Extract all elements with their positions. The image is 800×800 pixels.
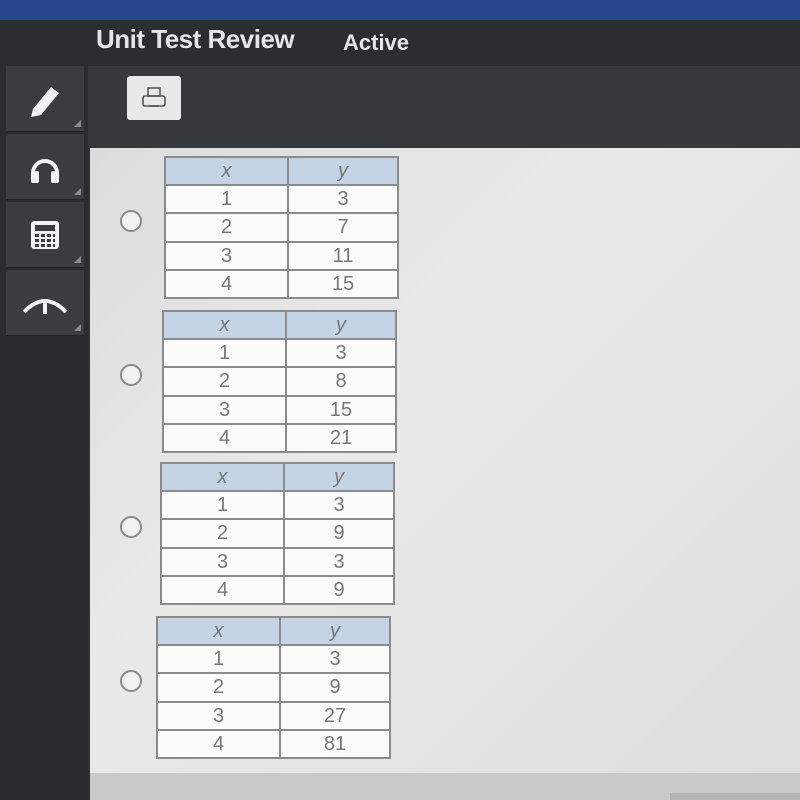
calculator-icon — [25, 215, 65, 255]
table-row — [163, 339, 396, 367]
table-row — [163, 424, 396, 452]
table-cell: 3 — [284, 548, 394, 576]
table-row — [165, 213, 398, 241]
table-row — [165, 242, 398, 270]
table-cell: 1 — [165, 185, 288, 213]
collapse-up-icon — [20, 288, 70, 318]
table-cell: 27 — [280, 702, 390, 730]
printer-icon — [140, 86, 168, 110]
table-row — [165, 185, 398, 213]
table-row — [161, 548, 394, 576]
column-header: y — [288, 157, 398, 185]
table-cell: 1 — [161, 491, 284, 519]
radio-button[interactable] — [120, 364, 142, 386]
pencil-tool-button[interactable] — [6, 66, 84, 132]
table-row — [157, 645, 390, 673]
table-cell: 2 — [157, 673, 280, 701]
table-cell: 3 — [161, 548, 284, 576]
table-cell: 15 — [286, 396, 396, 424]
table-row — [163, 367, 396, 395]
table-cell: 3 — [165, 242, 288, 270]
table-cell: 21 — [286, 424, 396, 452]
radio-button[interactable] — [120, 516, 142, 538]
bottom-bar — [90, 773, 800, 800]
answer-option[interactable] — [90, 454, 800, 602]
print-button[interactable] — [127, 76, 181, 120]
table-cell: 4 — [161, 576, 284, 604]
collapse-tool-button[interactable] — [6, 270, 84, 336]
question-panel — [90, 148, 800, 773]
table-row — [157, 673, 390, 701]
table-row — [157, 730, 390, 758]
table-cell: 2 — [161, 519, 284, 547]
table-cell: 3 — [163, 396, 286, 424]
column-header: y — [286, 311, 396, 339]
table-cell: 2 — [163, 367, 286, 395]
audio-tool-button[interactable] — [6, 134, 84, 200]
table-row — [165, 270, 398, 298]
xy-table — [156, 616, 391, 759]
table-cell: 2 — [165, 213, 288, 241]
column-header: y — [280, 617, 390, 645]
column-header: x — [163, 311, 286, 339]
table-cell: 3 — [286, 339, 396, 367]
answer-option[interactable] — [90, 302, 800, 450]
table-row — [161, 576, 394, 604]
table-header-row — [163, 311, 396, 339]
calculator-tool-button[interactable] — [6, 202, 84, 268]
radio-button[interactable] — [120, 210, 142, 232]
table-cell: 9 — [284, 519, 394, 547]
pencil-icon — [25, 79, 65, 119]
table-row — [161, 519, 394, 547]
table-header-row — [165, 157, 398, 185]
table-cell: 9 — [284, 576, 394, 604]
xy-table — [164, 156, 399, 299]
xy-table — [160, 462, 395, 605]
table-cell: 1 — [157, 645, 280, 673]
table-cell: 8 — [286, 367, 396, 395]
table-cell: 4 — [163, 424, 286, 452]
table-cell: 81 — [280, 730, 390, 758]
column-header: x — [161, 463, 284, 491]
status-label: Active — [343, 30, 410, 55]
column-header: y — [284, 463, 394, 491]
table-row — [163, 396, 396, 424]
table-cell: 15 — [288, 270, 398, 298]
table-cell: 9 — [280, 673, 390, 701]
table-row — [157, 702, 390, 730]
headphones-icon — [25, 147, 65, 187]
table-header-row — [161, 463, 394, 491]
table-cell: 3 — [288, 185, 398, 213]
table-cell: 3 — [280, 645, 390, 673]
table-cell: 7 — [288, 213, 398, 241]
radio-button[interactable] — [120, 670, 142, 692]
table-cell: 4 — [165, 270, 288, 298]
table-cell: 3 — [157, 702, 280, 730]
toolbar — [88, 66, 800, 148]
column-header: x — [157, 617, 280, 645]
xy-table — [162, 310, 397, 453]
table-header-row — [157, 617, 390, 645]
table-cell: 1 — [163, 339, 286, 367]
browser-top-strip — [0, 0, 800, 20]
table-row — [161, 491, 394, 519]
table-cell: 11 — [288, 242, 398, 270]
column-header: x — [165, 157, 288, 185]
table-cell: 4 — [157, 730, 280, 758]
tool-sidebar — [0, 66, 88, 800]
answer-option[interactable] — [90, 608, 800, 756]
table-cell: 3 — [284, 491, 394, 519]
page-title: Unit Test Review — [96, 24, 295, 54]
answer-option[interactable] — [90, 148, 800, 296]
